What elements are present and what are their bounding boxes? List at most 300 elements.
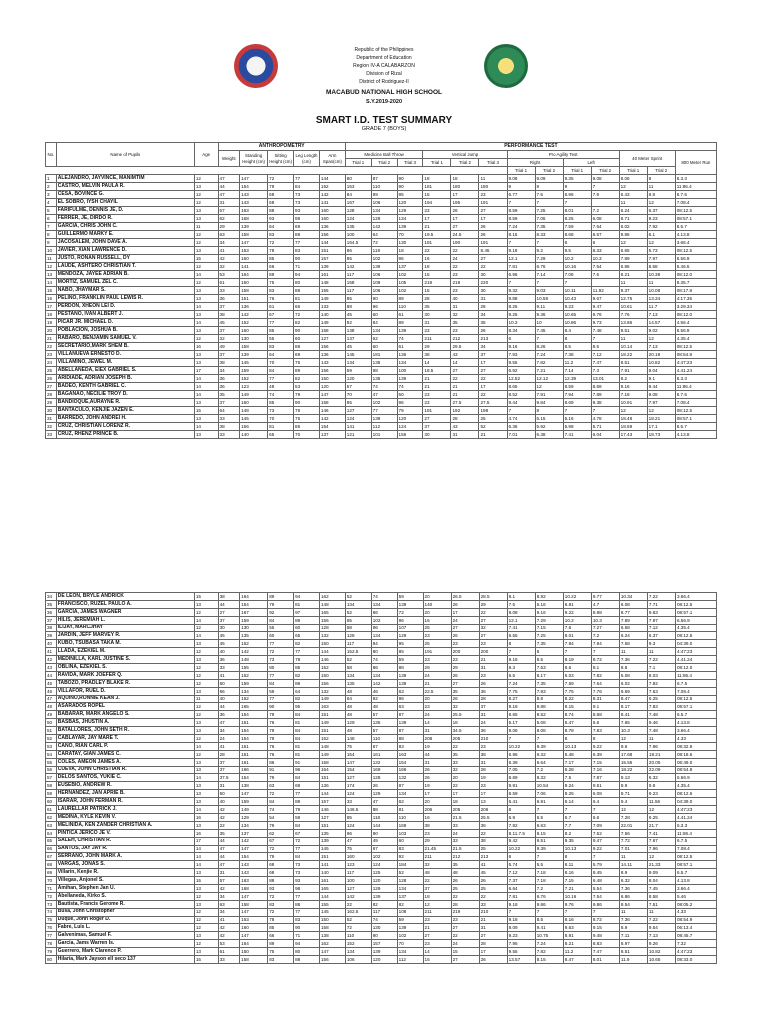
table-row — [46, 932, 717, 940]
pupil-name-cell: AQUINO,RONNIE KEAN J. — [56, 695, 194, 703]
value-cell: 156 — [319, 679, 345, 687]
row-number-cell: 55 — [46, 758, 57, 766]
row-number-cell: 60 — [46, 798, 57, 806]
table-row — [46, 900, 717, 908]
value-cell: 73 — [294, 199, 320, 207]
pupil-name-cell: BAGANAO, NECILIE TROY D. — [56, 391, 194, 399]
value-cell: 164 — [240, 271, 268, 279]
table-row — [46, 671, 717, 679]
value-cell: 25.5 — [451, 711, 479, 719]
pupil-name-cell: Bautista, Francis Gerome R. — [56, 900, 194, 908]
value-cell: 84 — [345, 191, 371, 199]
value-cell: 61 — [397, 343, 423, 351]
value-cell: 10.65 — [647, 955, 675, 963]
value-cell: 9.23 — [507, 932, 535, 940]
value-cell: 61 — [397, 311, 423, 319]
value-cell: 20 — [423, 798, 451, 806]
value-cell: 8.57 — [591, 231, 619, 239]
value-cell: 06:13.4 — [675, 924, 716, 932]
value-cell: 37 — [218, 766, 240, 774]
value-cell: 9.18 — [507, 916, 535, 924]
value-cell: 28 — [479, 766, 507, 774]
pupil-name-cell: MELINIDA, KEN ZANDER CHRISTIAN A. — [56, 821, 194, 829]
value-cell: 7.08.4 — [675, 199, 716, 207]
value-cell: 7.59 — [563, 679, 591, 687]
value-cell: 7.28 — [619, 813, 647, 821]
value-cell: 41 — [218, 742, 240, 750]
value-cell: 22 — [451, 782, 479, 790]
value-cell: 163 — [397, 750, 423, 758]
value-cell: 117 — [345, 287, 371, 295]
value-cell: 32 — [479, 624, 507, 632]
value-cell: 112 — [397, 955, 423, 963]
value-cell: 25 — [451, 884, 479, 892]
value-cell: 9.15 — [563, 703, 591, 711]
value-cell: 6.63 — [535, 821, 563, 829]
value-cell: 88 — [294, 900, 320, 908]
value-cell: 21.7 — [647, 821, 675, 829]
value-cell: 7.1 — [647, 664, 675, 672]
value-cell: 90 — [371, 932, 397, 940]
value-cell: 94 — [371, 640, 397, 648]
row-number-cell: 14 — [46, 279, 57, 287]
table-row — [46, 223, 717, 231]
header-sprint: 40 Meter Sprint — [619, 151, 675, 167]
value-cell: 36 — [479, 687, 507, 695]
value-cell: 20 — [423, 695, 451, 703]
value-cell: 23 — [451, 327, 479, 335]
value-cell: 12 — [647, 407, 675, 415]
value-cell: 8.08 — [507, 608, 535, 616]
value-cell: 26 — [479, 877, 507, 885]
value-cell: 8.52 — [507, 391, 535, 399]
value-cell: 145 — [319, 845, 345, 853]
table-row — [46, 431, 717, 439]
value-cell: 21 — [423, 383, 451, 391]
value-cell: 7 — [591, 183, 619, 191]
value-cell: 13 — [194, 247, 218, 255]
value-cell: 79 — [268, 774, 294, 782]
value-cell: 12 — [194, 191, 218, 199]
value-cell: 147 — [240, 845, 268, 853]
row-number-cell: 16 — [46, 295, 57, 303]
value-cell: 8.33 — [535, 231, 563, 239]
value-cell: 139 — [371, 892, 397, 900]
value-cell: 4.41.24 — [675, 367, 716, 375]
value-cell: 23 — [479, 640, 507, 648]
value-cell: 12 — [194, 664, 218, 672]
value-cell: 13 — [194, 758, 218, 766]
value-cell: 85 — [268, 924, 294, 932]
value-cell: 66 — [294, 303, 320, 311]
value-cell: 157 — [319, 255, 345, 263]
pupil-name-cell: PELIÑO, FRANKLIN PAUL LEWIS R. — [56, 295, 194, 303]
value-cell: 13 — [194, 327, 218, 335]
value-cell: 72 — [268, 790, 294, 798]
value-cell: 20.19 — [647, 351, 675, 359]
value-cell: 75 — [294, 359, 320, 367]
value-cell: 83 — [268, 900, 294, 908]
value-cell: 135 — [371, 375, 397, 383]
value-cell: 7.83 — [591, 727, 619, 735]
table-row — [46, 695, 717, 703]
header-trial: Trial 2 — [535, 167, 563, 175]
value-cell: 13 — [194, 287, 218, 295]
value-cell: 22.01 — [619, 821, 647, 829]
value-cell: 85 — [294, 664, 320, 672]
value-cell: 6.37 — [647, 207, 675, 215]
row-number-cell: 10 — [46, 247, 57, 255]
value-cell: 32 — [451, 703, 479, 711]
value-cell: 123 — [345, 861, 371, 869]
value-cell: 18.22 — [619, 766, 647, 774]
value-cell: 212 — [451, 853, 479, 861]
value-cell: 40 — [218, 798, 240, 806]
value-cell: 57 — [218, 877, 240, 885]
value-cell: 8.15 — [535, 955, 563, 963]
value-cell: 140 — [319, 869, 345, 877]
value-cell: 37 — [479, 703, 507, 711]
value-cell: 12 — [647, 335, 675, 343]
value-cell: 13 — [194, 948, 218, 956]
value-cell: 10.08 — [647, 287, 675, 295]
value-cell: 7.93 — [507, 351, 535, 359]
value-cell: 08:33.0 — [675, 955, 716, 963]
value-cell: 11.7 — [647, 303, 675, 311]
value-cell: 7.67 — [647, 837, 675, 845]
value-cell: 150 — [319, 916, 345, 924]
value-cell: 198 — [479, 407, 507, 415]
value-cell: 9.22 — [563, 608, 591, 616]
value-cell: 08:57.1 — [675, 703, 716, 711]
value-cell: 23 — [423, 207, 451, 215]
value-cell: 7.3 — [591, 367, 619, 375]
value-cell: 29.5 — [451, 343, 479, 351]
value-cell: 4:47:23 — [675, 948, 716, 956]
value-cell: 10.82 — [647, 359, 675, 367]
value-cell: 150 — [319, 375, 345, 383]
value-cell: 8.65 — [507, 383, 535, 391]
value-cell: 4.13.8 — [675, 719, 716, 727]
value-cell: 28 — [218, 750, 240, 758]
value-cell: 14 — [194, 774, 218, 782]
value-cell: 6.56.9 — [675, 327, 716, 335]
value-cell: 8.8 — [535, 695, 563, 703]
value-cell: 7.89 — [619, 616, 647, 624]
value-cell: 153 — [240, 916, 268, 924]
value-cell: 90 — [294, 924, 320, 932]
value-cell: 9.84 — [535, 399, 563, 407]
value-cell: 7 — [563, 407, 591, 415]
value-cell: 12 — [194, 624, 218, 632]
table-row — [46, 351, 717, 359]
pupil-name-cell: EL SOBRO, IYSH CHAYIL — [56, 199, 194, 207]
row-number-cell: 21 — [46, 335, 57, 343]
value-cell: 9.16 — [619, 383, 647, 391]
value-cell: 6.08 — [619, 600, 647, 608]
value-cell: 154 — [240, 600, 268, 608]
value-cell: 18 — [451, 798, 479, 806]
value-cell: 24 — [451, 616, 479, 624]
value-cell: 158 — [345, 279, 371, 287]
value-cell: 12 — [194, 916, 218, 924]
value-cell: 87 — [397, 711, 423, 719]
value-cell: 23 — [479, 671, 507, 679]
value-cell: 144 — [319, 790, 345, 798]
header-age: Age — [194, 143, 218, 167]
value-cell: 60 — [371, 311, 397, 319]
value-cell: 70 — [268, 415, 294, 423]
value-cell: 135 — [319, 829, 345, 837]
row-number-cell: 44 — [46, 671, 57, 679]
value-cell: 174 — [345, 782, 371, 790]
value-cell: 9.1 — [591, 703, 619, 711]
value-cell: 9.25 — [507, 311, 535, 319]
value-cell: 7.24 — [535, 940, 563, 948]
value-cell: 154 — [240, 727, 268, 735]
value-cell: 73 — [294, 869, 320, 877]
value-cell: 9.37 — [619, 287, 647, 295]
table-row — [46, 869, 717, 877]
value-cell: 7.71 — [647, 600, 675, 608]
value-cell: 168 — [240, 215, 268, 223]
row-number-cell: 25 — [46, 367, 57, 375]
value-cell: 37.5 — [218, 774, 240, 782]
value-cell: 24 — [451, 829, 479, 837]
value-cell: 18.21 — [647, 415, 675, 423]
value-cell: 12 — [619, 735, 647, 743]
value-cell: 17 — [479, 790, 507, 798]
pupil-name-cell: ALEJANDRO, JAYVINCE, MANIMTIM — [56, 175, 194, 183]
value-cell: 38 — [218, 311, 240, 319]
value-cell: 151 — [319, 853, 345, 861]
value-cell: 10.86 — [563, 319, 591, 327]
value-cell: 17.43 — [619, 431, 647, 439]
header-sitting-height: Sitting Height (cm) — [268, 151, 294, 167]
value-cell: 72 — [371, 239, 397, 247]
pupil-name-cell: BABARAR, MARK ANGELO S. — [56, 711, 194, 719]
value-cell: 134 — [345, 948, 371, 956]
value-cell: 48 — [423, 869, 451, 877]
value-cell: 7 — [535, 853, 563, 861]
value-cell: 21 — [423, 924, 451, 932]
value-cell: 81 — [294, 750, 320, 758]
value-cell: 220 — [479, 279, 507, 287]
table-row — [46, 727, 717, 735]
value-cell: 26 — [479, 223, 507, 231]
value-cell: 7.53 — [535, 664, 563, 672]
value-cell: 143 — [240, 191, 268, 199]
value-cell: 106 — [371, 287, 397, 295]
row-number-cell: 51 — [46, 727, 57, 735]
value-cell: 9.08 — [507, 175, 535, 183]
value-cell: 17.1 — [647, 423, 675, 431]
value-cell: 160 — [319, 215, 345, 223]
row-number-cell: 36 — [46, 608, 57, 616]
value-cell: 10.91 — [619, 399, 647, 407]
value-cell: 68 — [268, 861, 294, 869]
pupil-name-cell: LLADA, EZEKIEL M. — [56, 648, 194, 656]
row-number-cell: 40 — [46, 640, 57, 648]
value-cell: 7.48 — [647, 711, 675, 719]
value-cell: 73 — [294, 191, 320, 199]
value-cell: 6.48 — [591, 877, 619, 885]
header-standing-height: Standing Height (cm) — [240, 151, 268, 167]
value-cell: 103 — [397, 829, 423, 837]
value-cell: 6.6 — [591, 813, 619, 821]
value-cell: 134 — [371, 207, 397, 215]
row-number-cell: 53 — [46, 742, 57, 750]
row-number-cell: 31 — [46, 415, 57, 423]
value-cell: 141 — [345, 423, 371, 431]
value-cell: 6.64 — [507, 884, 535, 892]
value-cell: 7.56 — [619, 829, 647, 837]
value-cell: 21 — [479, 431, 507, 439]
value-cell: 23 — [479, 191, 507, 199]
value-cell: 18.5 — [423, 367, 451, 375]
value-cell: 96 — [345, 829, 371, 837]
value-cell: 84 — [294, 774, 320, 782]
table-row — [46, 656, 717, 664]
value-cell: 10.65 — [563, 311, 591, 319]
value-cell: 13 — [194, 399, 218, 407]
value-cell: 12 — [194, 940, 218, 948]
value-cell: 7 — [535, 806, 563, 814]
value-cell: 08:45.7 — [675, 932, 716, 940]
value-cell: 3.29.34 — [675, 303, 716, 311]
pupil-name-cell: JAVIER, XIAN LAWRENCE D. — [56, 247, 194, 255]
value-cell: 9.11 — [535, 303, 563, 311]
value-cell: 14 — [423, 948, 451, 956]
value-cell: 7.36 — [619, 916, 647, 924]
value-cell: 158 — [240, 287, 268, 295]
value-cell: 79 — [268, 711, 294, 719]
value-cell: 7 — [563, 199, 591, 207]
value-cell: 154 — [397, 758, 423, 766]
value-cell: 27 — [423, 932, 451, 940]
value-cell: 124 — [345, 790, 371, 798]
value-cell: 158 — [319, 399, 345, 407]
value-cell: 41 — [218, 916, 240, 924]
value-cell: 9.76 — [563, 900, 591, 908]
value-cell: 6 — [535, 648, 563, 656]
value-cell: 38 — [423, 351, 451, 359]
table-row — [46, 806, 717, 814]
value-cell: 7.96 — [647, 845, 675, 853]
value-cell: 8.17 — [619, 703, 647, 711]
value-cell: 26 — [451, 207, 479, 215]
row-number-cell: 49 — [46, 711, 57, 719]
value-cell: 7.17 — [563, 758, 591, 766]
value-cell: 151 — [319, 774, 345, 782]
value-cell: 7.93 — [535, 687, 563, 695]
value-cell: 8.68 — [563, 231, 591, 239]
value-cell: 8.5 — [591, 343, 619, 351]
value-cell: 135 — [345, 223, 371, 231]
value-cell: 29 — [479, 600, 507, 608]
value-cell: 60 — [397, 837, 423, 845]
value-cell: 155 — [319, 287, 345, 295]
value-cell: 8.45 — [479, 247, 507, 255]
value-cell: 12 — [194, 671, 218, 679]
table-row — [46, 399, 717, 407]
value-cell: 77 — [371, 407, 397, 415]
pupil-name-cell: JARDIN, JEFF MARVEY R. — [56, 632, 194, 640]
value-cell: 08:12.5 — [675, 207, 716, 215]
value-cell: 99 — [371, 191, 397, 199]
value-cell: 12 — [194, 892, 218, 900]
value-cell: 63 — [268, 782, 294, 790]
value-cell: 52 — [479, 423, 507, 431]
value-cell: 47 — [218, 191, 240, 199]
row-number-cell: 27 — [46, 383, 57, 391]
table-row — [46, 359, 717, 367]
value-cell: 136 — [397, 351, 423, 359]
value-cell: 47 — [371, 798, 397, 806]
row-number-cell: 30 — [46, 407, 57, 415]
value-cell: 7.08.4 — [675, 845, 716, 853]
value-cell: 77 — [294, 648, 320, 656]
value-cell: 7.08.4 — [675, 399, 716, 407]
value-cell: 8 — [563, 335, 591, 343]
value-cell: 164 — [240, 593, 268, 601]
value-cell: 72 — [397, 608, 423, 616]
value-cell: 65 — [294, 632, 320, 640]
value-cell: 23 — [423, 916, 451, 924]
value-cell: 11 — [619, 335, 647, 343]
table-row — [46, 813, 717, 821]
value-cell: 7.94 — [563, 391, 591, 399]
value-cell: 22 — [479, 375, 507, 383]
value-cell: 7.68 — [619, 640, 647, 648]
value-cell: 31 — [479, 664, 507, 672]
table-row — [46, 263, 717, 271]
value-cell: 31 — [423, 727, 451, 735]
pupil-name-cell: Galvenimas, Samuel F. — [56, 932, 194, 940]
table-row — [46, 183, 717, 191]
value-cell: 17 — [479, 948, 507, 956]
value-cell: 27 — [479, 207, 507, 215]
value-cell: 63 — [218, 900, 240, 908]
row-number-cell: 78 — [46, 940, 57, 948]
row-number-cell: 56 — [46, 766, 57, 774]
value-cell: 7 — [507, 648, 535, 656]
pupil-name-cell: FRANCISCO, RUZEL PAULO A. — [56, 600, 194, 608]
school-year: S.Y.2019-2020 — [365, 99, 403, 105]
value-cell: 12.75 — [619, 295, 647, 303]
table-row — [46, 608, 717, 616]
value-cell: 84 — [294, 183, 320, 191]
value-cell: 08:54.8 — [675, 766, 716, 774]
value-cell: 41 — [218, 247, 240, 255]
pupil-name-cell: Fabre, Luis L. — [56, 924, 194, 932]
value-cell: 135 — [240, 632, 268, 640]
table-row — [46, 664, 717, 672]
value-cell: 152 — [319, 664, 345, 672]
value-cell: 8.58 — [647, 892, 675, 900]
pupil-name-cell: NABO, JHAYMAR S. — [56, 287, 194, 295]
value-cell: 12 — [194, 608, 218, 616]
value-cell: 6.11 — [563, 861, 591, 869]
value-cell: 8.32 — [535, 774, 563, 782]
value-cell: 135 — [345, 679, 371, 687]
value-cell: 23 — [451, 656, 479, 664]
value-cell: 13 — [194, 719, 218, 727]
value-cell: 132 — [319, 687, 345, 695]
table-row — [46, 782, 717, 790]
row-number-cell: 33 — [46, 431, 57, 439]
value-cell: 7.94 — [563, 640, 591, 648]
